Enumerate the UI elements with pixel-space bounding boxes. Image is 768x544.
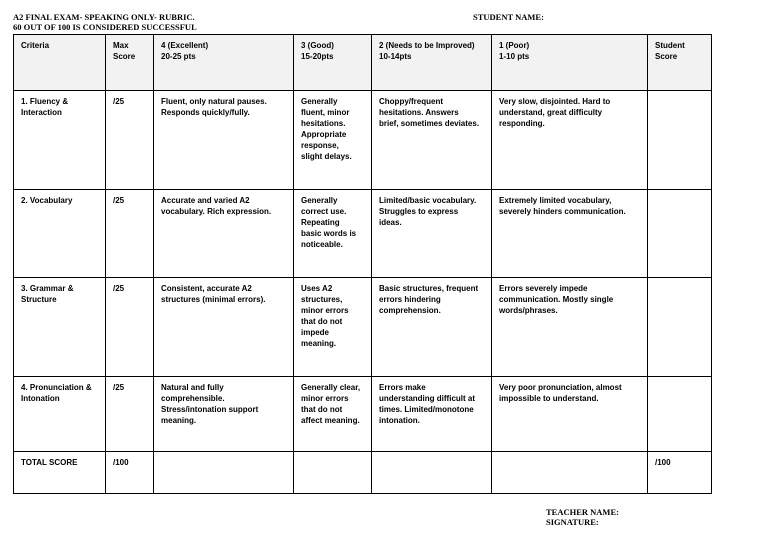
- table-header-row: [14, 35, 712, 91]
- column-header-criteria: Criteria: [14, 35, 106, 91]
- max-score-cell: /25: [106, 91, 154, 190]
- table-row: [14, 91, 712, 190]
- empty-cell: [154, 452, 294, 494]
- needs-improvement-descriptor-cell: Errors make understanding difficult at times. Limited/monotone intonation.: [372, 377, 492, 452]
- teacher-name-label: TEACHER NAME:: [546, 507, 619, 517]
- total-student-score-cell[interactable]: /100: [648, 452, 712, 494]
- rubric-table: [13, 34, 712, 494]
- needs-improvement-descriptor-cell: Limited/basic vocabulary. Struggles to express ideas.: [372, 190, 492, 278]
- total-max-score-cell: /100: [106, 452, 154, 494]
- needs-improvement-descriptor-cell: Choppy/frequent hesitations. Answers brief, sometimes deviates.: [372, 91, 492, 190]
- column-header-max-score: Max Score: [106, 35, 154, 91]
- column-header-needs-improvement: 2 (Needs to be Improved) 10-14pts: [372, 35, 492, 91]
- student-score-cell[interactable]: [648, 377, 712, 452]
- exam-title: A2 FINAL EXAM- SPEAKING ONLY- RUBRIC.: [13, 12, 195, 22]
- excellent-descriptor-cell: Consistent, accurate A2 structures (minimal errors).: [154, 278, 294, 377]
- criteria-cell: 1. Fluency & Interaction: [14, 91, 106, 190]
- good-descriptor-cell: Uses A2 structures, minor errors that do not impede meaning.: [294, 278, 372, 377]
- good-descriptor-cell: Generally correct use. Repeating basic words is noticeable.: [294, 190, 372, 278]
- criteria-cell: 4. Pronunciation & Intonation: [14, 377, 106, 452]
- empty-cell: [372, 452, 492, 494]
- excellent-descriptor-cell: Fluent, only natural pauses. Responds quickly/fully.: [154, 91, 294, 190]
- poor-descriptor-cell: Very slow, disjointed. Hard to understand, great difficulty responding.: [492, 91, 648, 190]
- good-descriptor-cell: Generally clear, minor errors that do not affect meaning.: [294, 377, 372, 452]
- student-score-cell[interactable]: [648, 190, 712, 278]
- table-row: [14, 190, 712, 278]
- total-score-row: [14, 452, 712, 494]
- student-score-cell[interactable]: [648, 278, 712, 377]
- column-header-good: 3 (Good) 15-20pts: [294, 35, 372, 91]
- total-score-label: TOTAL SCORE: [14, 452, 106, 494]
- empty-cell: [294, 452, 372, 494]
- column-header-poor: 1 (Poor) 1-10 pts: [492, 35, 648, 91]
- needs-improvement-descriptor-cell: Basic structures, frequent errors hindering comprehension.: [372, 278, 492, 377]
- student-score-cell[interactable]: [648, 91, 712, 190]
- student-name-label: STUDENT NAME:: [473, 12, 544, 22]
- signature-label: SIGNATURE:: [546, 517, 599, 527]
- criteria-cell: 3. Grammar & Structure: [14, 278, 106, 377]
- empty-cell: [492, 452, 648, 494]
- poor-descriptor-cell: Very poor pronunciation, almost impossible to understand.: [492, 377, 648, 452]
- column-header-student-score: Student Score: [648, 35, 712, 91]
- max-score-cell: /25: [106, 377, 154, 452]
- table-row: [14, 377, 712, 452]
- max-score-cell: /25: [106, 278, 154, 377]
- excellent-descriptor-cell: Natural and fully comprehensible. Stress/intonation support meaning.: [154, 377, 294, 452]
- good-descriptor-cell: Generally fluent, minor hesitations. Appropriate response, slight delays.: [294, 91, 372, 190]
- excellent-descriptor-cell: Accurate and varied A2 vocabulary. Rich expression.: [154, 190, 294, 278]
- column-header-excellent: 4 (Excellent) 20-25 pts: [154, 35, 294, 91]
- pass-criteria-note: 60 OUT OF 100 IS CONSIDERED SUCCESSFUL: [13, 22, 197, 32]
- max-score-cell: /25: [106, 190, 154, 278]
- poor-descriptor-cell: Errors severely impede communication. Mostly single words/phrases.: [492, 278, 648, 377]
- poor-descriptor-cell: Extremely limited vocabulary, severely hinders communication.: [492, 190, 648, 278]
- table-row: [14, 278, 712, 377]
- criteria-cell: 2. Vocabulary: [14, 190, 106, 278]
